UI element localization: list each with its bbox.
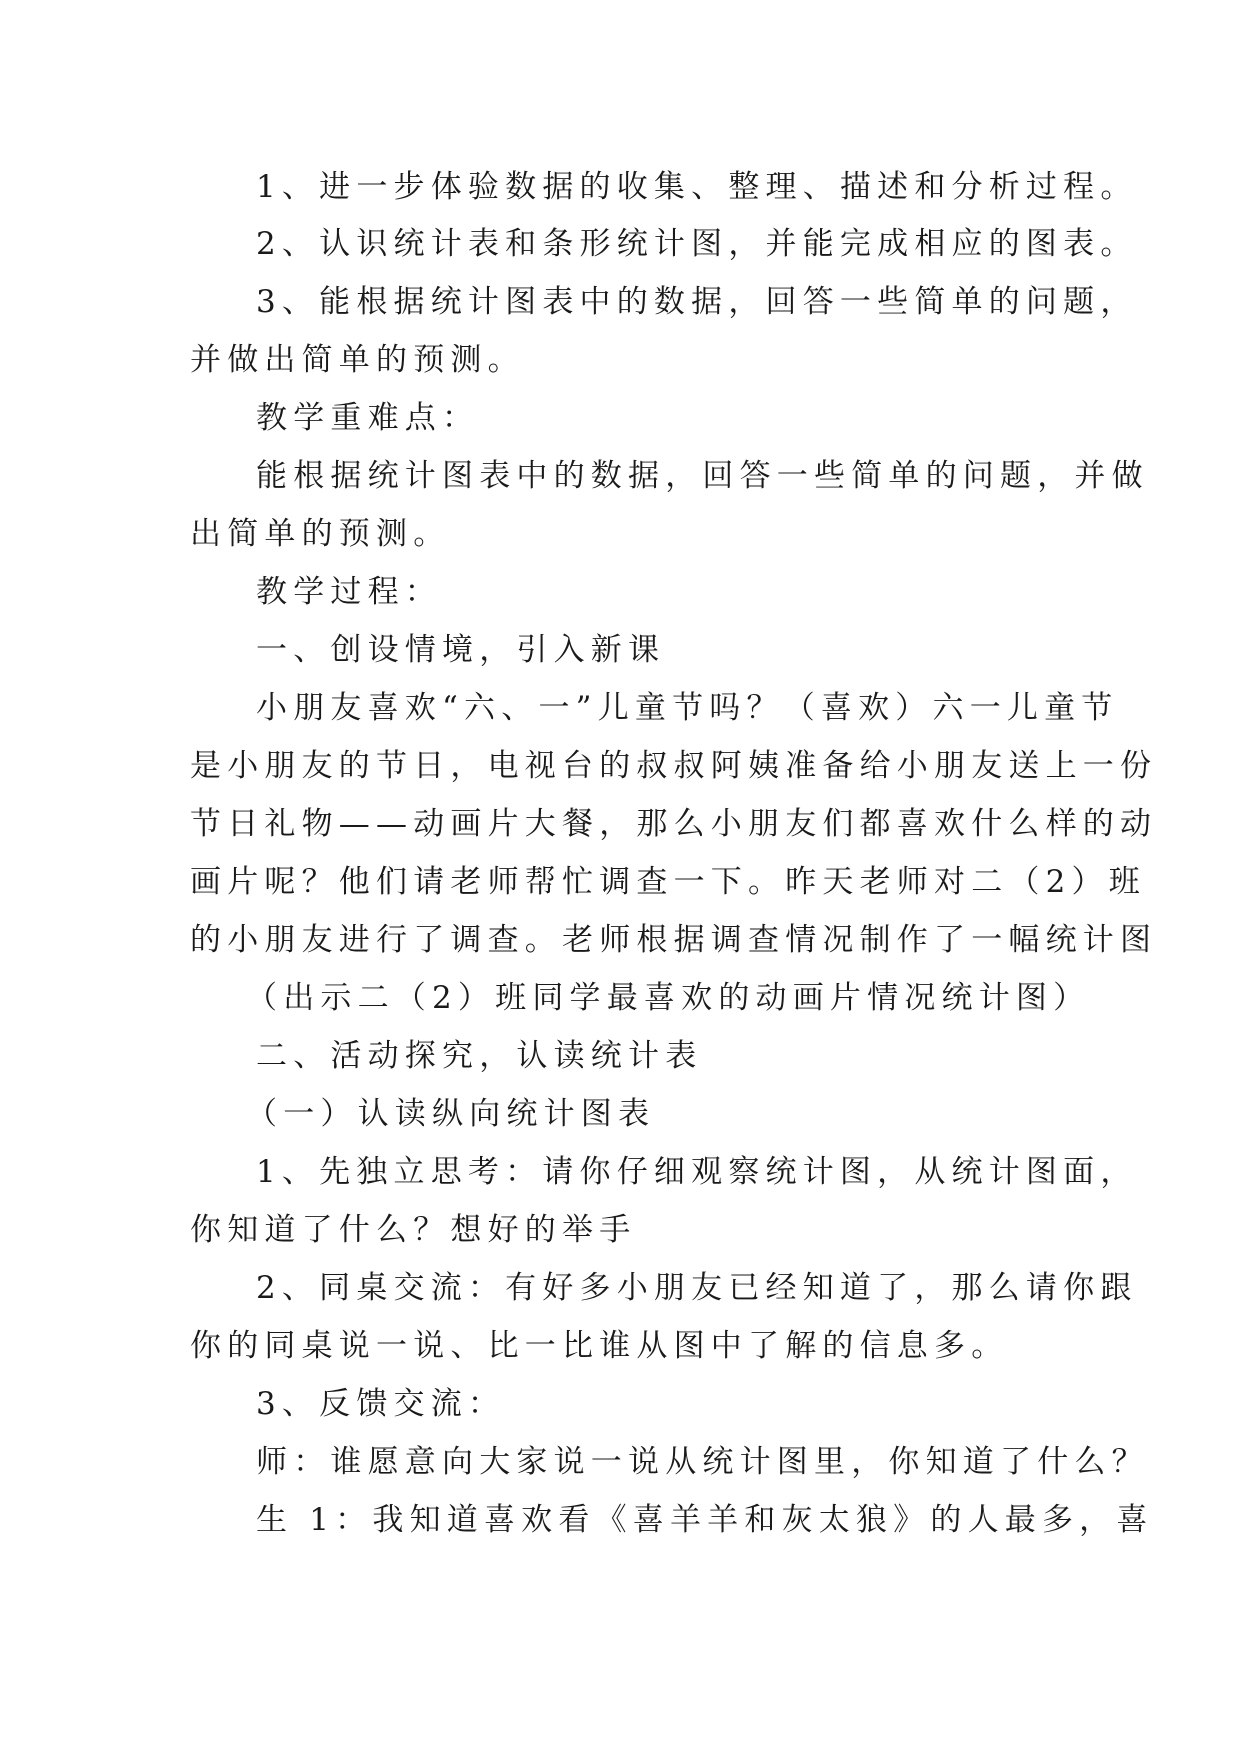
section-1-heading: 一、创设情境，引入新课 <box>256 632 666 668</box>
objective-2: 2、认识统计表和条形统计图，并能完成相应的图表。 <box>256 226 1138 262</box>
step-1: 1、先独立思考：请你仔细观察统计图，从统计图面， <box>256 1154 1138 1190</box>
student-answer-1: 生 1：我知道喜欢看《喜羊羊和灰太狼》的人最多，喜 <box>256 1502 1154 1538</box>
process-heading: 教学过程： <box>256 574 442 610</box>
objective-3: 3、能根据统计图表中的数据，回答一些简单的问题， <box>256 284 1138 320</box>
key-points-text-cont: 出简单的预测。 <box>190 516 451 552</box>
step-2-cont: 你的同桌说一说、比一比谁从图中了解的信息多。 <box>190 1328 1009 1364</box>
objective-3-cont: 并做出简单的预测。 <box>190 342 525 378</box>
intro-paragraph-5: 的小朋友进行了调查。老师根据调查情况制作了一幅统计图 <box>190 922 1158 958</box>
intro-paragraph-4: 画片呢？他们请老师帮忙调查一下。昨天老师对二（2）班 <box>190 864 1146 900</box>
subsection-1-heading: （一）认读纵向统计图表 <box>246 1096 656 1132</box>
step-3: 3、反馈交流： <box>256 1386 506 1422</box>
key-points-heading: 教学重难点： <box>256 400 480 436</box>
intro-paragraph-2: 是小朋友的节日，电视台的叔叔阿姨准备给小朋友送上一份 <box>190 748 1158 784</box>
intro-paragraph-3: 节日礼物——动画片大餐，那么小朋友们都喜欢什么样的动 <box>190 806 1158 842</box>
key-points-text: 能根据统计图表中的数据，回答一些简单的问题，并做 <box>256 458 1149 494</box>
step-1-cont: 你知道了什么？想好的举手 <box>190 1212 637 1248</box>
show-chart-note: （出示二（2）班同学最喜欢的动画片情况统计图） <box>246 980 1091 1016</box>
step-2: 2、同桌交流：有好多小朋友已经知道了，那么请你跟 <box>256 1270 1138 1306</box>
section-2-heading: 二、活动探究，认读统计表 <box>256 1038 703 1074</box>
teacher-question: 师：谁愿意向大家说一说从统计图里，你知道了什么？ <box>256 1444 1149 1480</box>
intro-paragraph: 小朋友喜欢“六、一”儿童节吗？（喜欢）六一儿童节 <box>256 690 1119 726</box>
objective-1: 1、进一步体验数据的收集、整理、描述和分析过程。 <box>256 169 1138 205</box>
